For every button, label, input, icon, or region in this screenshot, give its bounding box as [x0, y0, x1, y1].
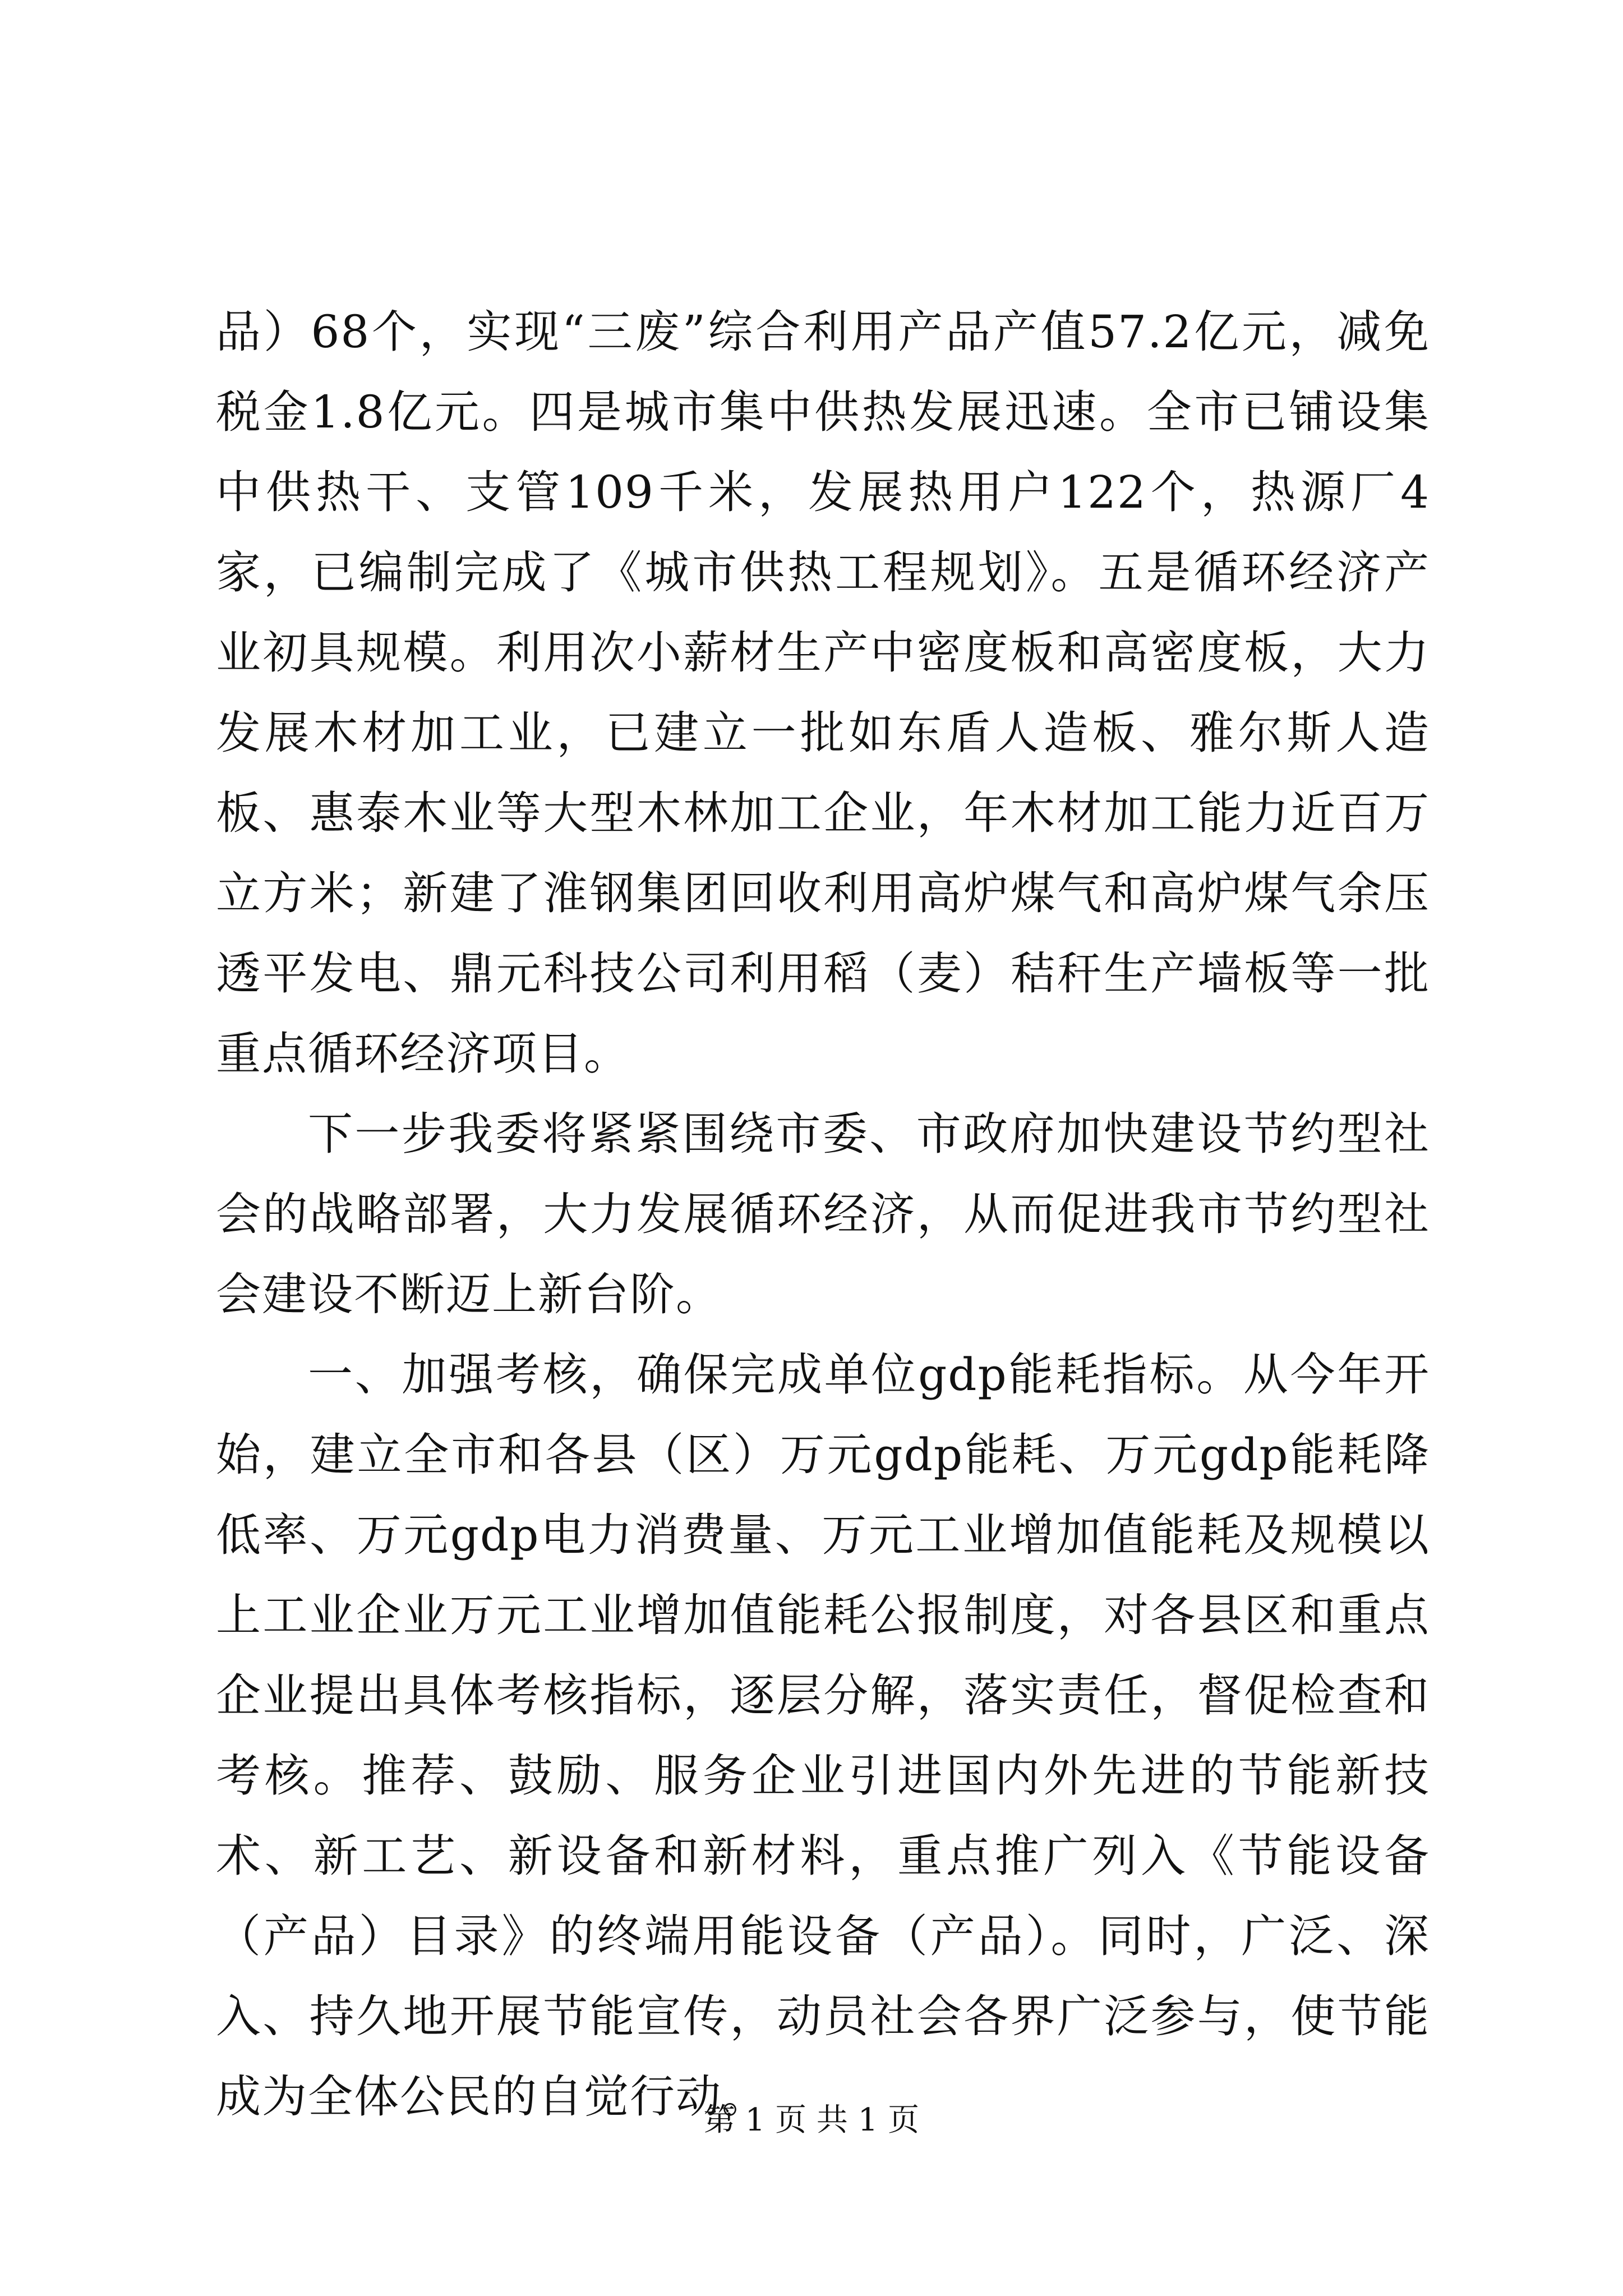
page-footer: 第 1 页 共 1 页: [703, 2102, 920, 2138]
paragraph-assessment: 一、加强考核，确保完成单位gdp能耗指标。从今年开始，建立全市和各县（区）万元gdp能耗、万元gdp能耗降低率、万元gdp电力消费量、万元工业增加值能耗及规模以上工业企业万元工业增加值能耗公报制度，对各县区和重点企业提出具体考核指标，逐层分解，落实责任，督促检查和考核。推荐、鼓励、服务企业引进国内外先进的节能新技术、新工艺、新设备和新材料，重点推广列入《节能设备（产品）目录》的终端用能设备（产品）。同时，广泛、深入、持久地开展节能宣传，动员社会各界广泛参与，使节能成为全体公民的自觉行动。: [216, 1349, 1430, 2123]
paragraph-next-steps: 下一步我委将紧紧围绕市委、市政府加快建设节约型社会的战略部署，大力发展循环经济，从而促进我市节约型社会建设不断迈上新台阶。: [216, 1108, 1430, 1320]
document-body: [216, 292, 1430, 2137]
paragraph-continuation: 品）68个，实现“三废”综合利用产品产值57.2亿元，减免税金1.8亿元。四是城市集中供热发展迅速。全市已铺设集中供热干、支管109千米，发展热用户122个，热源厂4家，已编制完成了《城市供热工程规划》。五是循环经济产业初具规模。利用次小薪材生产中密度板和高密度板，大力发展木材加工业，已建立一批如东盾人造板、雅尔斯人造板、惠泰木业等大型木林加工企业，年木材加工能力近百万立方米；新建了淮钢集团回收利用高炉煤气和高炉煤气余压透平发电、鼎元科技公司利用稻（麦）秸秆生产墙板等一批重点循环经济项目。: [216, 306, 1430, 1080]
